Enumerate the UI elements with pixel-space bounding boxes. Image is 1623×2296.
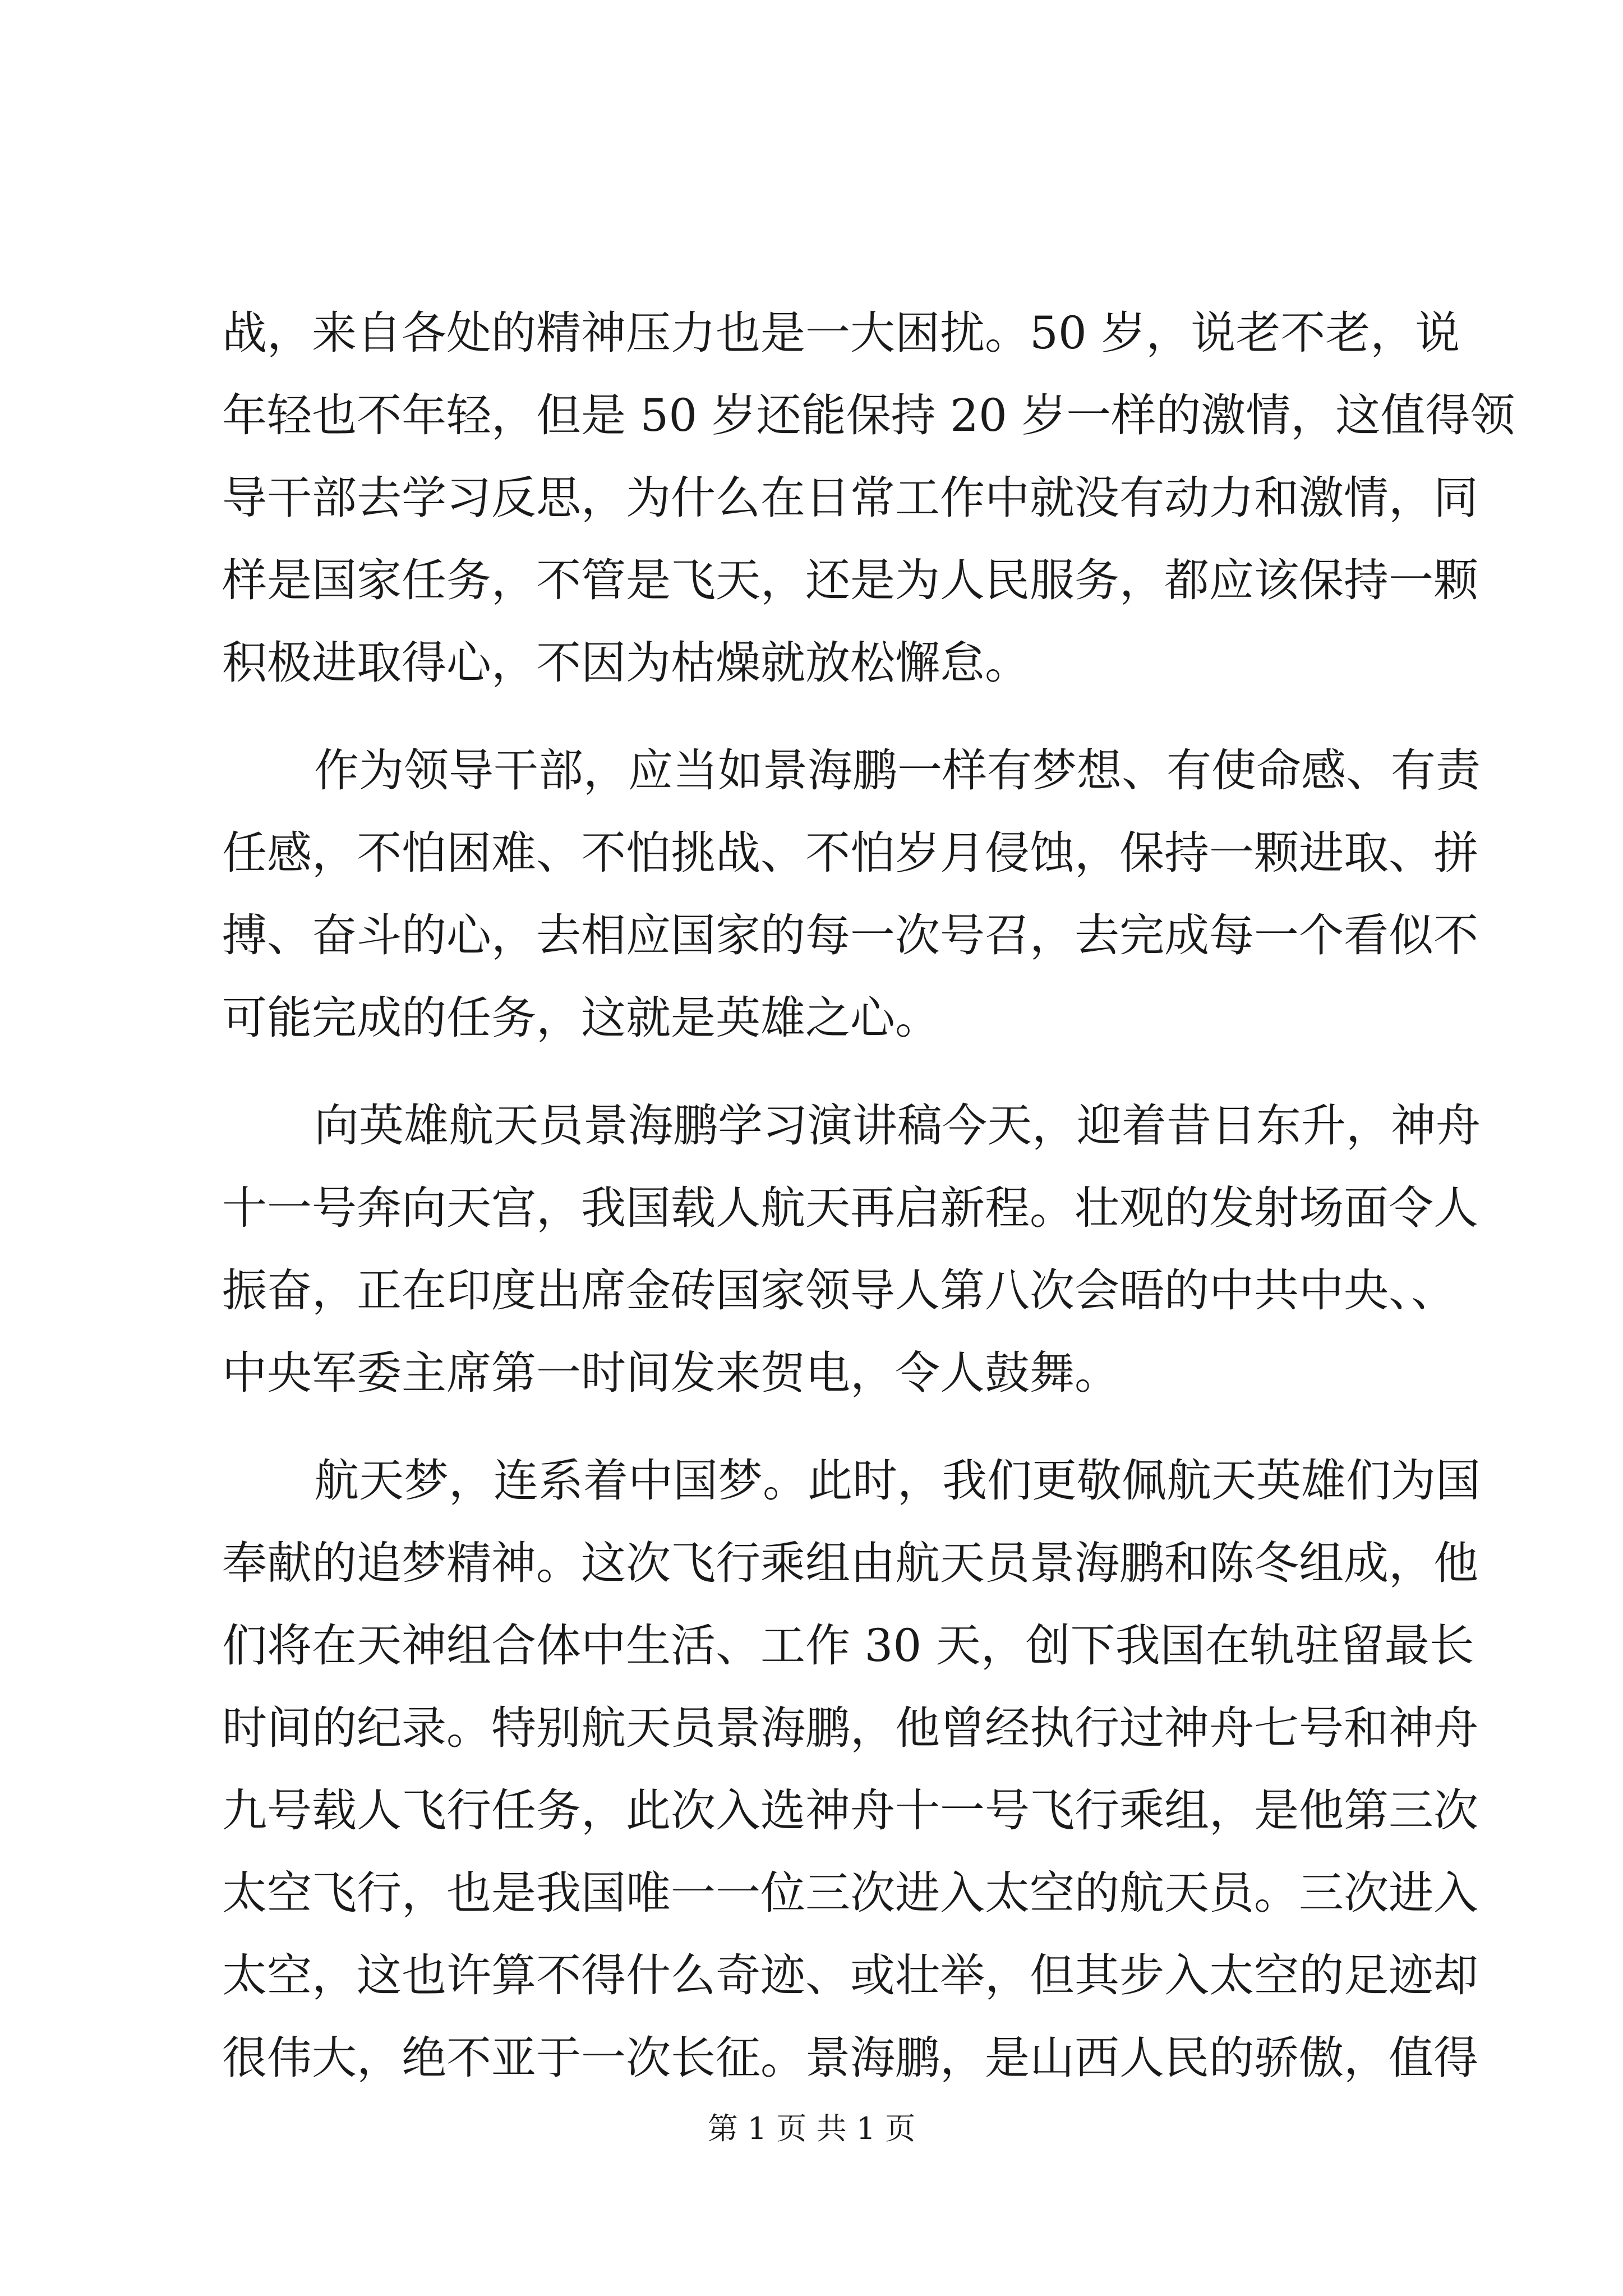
paragraph-2-line-3: 搏、奋斗的心，去相应国家的每一次号召，去完成每一个看似不 (222, 909, 1478, 961)
paragraph-4-line-7: 太空，这也许算不得什么奇迹、或壮举，但其步入太空的足迹却 (222, 1949, 1478, 2001)
paragraph-1-line-1: 战，来自各处的精神压力也是一大困扰。50 岁，说老不老，说 (222, 307, 1460, 359)
paragraph-4-line-5: 九号载人飞行任务，此次入选神舟十一号飞行乘组，是他第三次 (222, 1784, 1478, 1837)
paragraph-4-line-4: 时间的纪录。特别航天员景海鹏，他曾经执行过神舟七号和神舟 (222, 1702, 1478, 1754)
paragraph-3-line-3: 振奋，正在印度出席金砖国家领导人第八次会晤的中共中央、、 (222, 1264, 1456, 1317)
page-number-footer: 第 1 页 共 1 页 (707, 2111, 916, 2146)
paragraph-4-line-1: 航天梦，连系着中国梦。此时，我们更敬佩航天英雄们为国 (314, 1455, 1481, 1507)
paragraph-4-line-8: 很伟大，绝不亚于一次长征。景海鹏，是山西人民的骄傲，值得 (222, 2032, 1478, 2084)
paragraph-1-line-3: 导干部去学习反思，为什么在日常工作中就没有动力和激情，同 (222, 472, 1478, 524)
paragraph-3-line-2: 十一号奔向天宫，我国载人航天再启新程。壮观的发射场面令人 (222, 1182, 1478, 1234)
paragraph-2-line-1: 作为领导干部，应当如景海鹏一样有梦想、有使命感、有责 (314, 744, 1481, 797)
paragraph-2-line-2: 任感，不怕困难、不怕挑战、不怕岁月侵蚀，保持一颗进取、拼 (222, 827, 1478, 879)
paragraph-2-line-4: 可能完成的任务，这就是英雄之心。 (222, 992, 940, 1044)
paragraph-1-line-4: 样是国家任务，不管是飞天，还是为人民服务，都应该保持一颗 (222, 554, 1478, 606)
paragraph-1-line-5: 积极进取得心，不因为枯燥就放松懈怠。 (222, 637, 1030, 689)
document-body (222, 292, 1515, 2099)
paragraph-1-line-2: 年轻也不年轻，但是 50 岁还能保持 20 岁一样的激情，这值得领 (222, 389, 1515, 441)
paragraph-3-line-1: 向英雄航天员景海鹏学习演讲稿今天，迎着昔日东升，神舟 (314, 1099, 1481, 1152)
paragraph-4-line-2: 奉献的追梦精神。这次飞行乘组由航天员景海鹏和陈冬组成，他 (222, 1537, 1478, 1589)
paragraph-4-line-3: 们将在天神组合体中生活、工作 30 天，创下我国在轨驻留最长 (222, 1619, 1474, 1672)
paragraph-3-line-4: 中央军委主席第一时间发来贺电，令人鼓舞。 (222, 1347, 1119, 1399)
paragraph-4-line-6: 太空飞行，也是我国唯一一位三次进入太空的航天员。三次进入 (222, 1867, 1478, 1919)
